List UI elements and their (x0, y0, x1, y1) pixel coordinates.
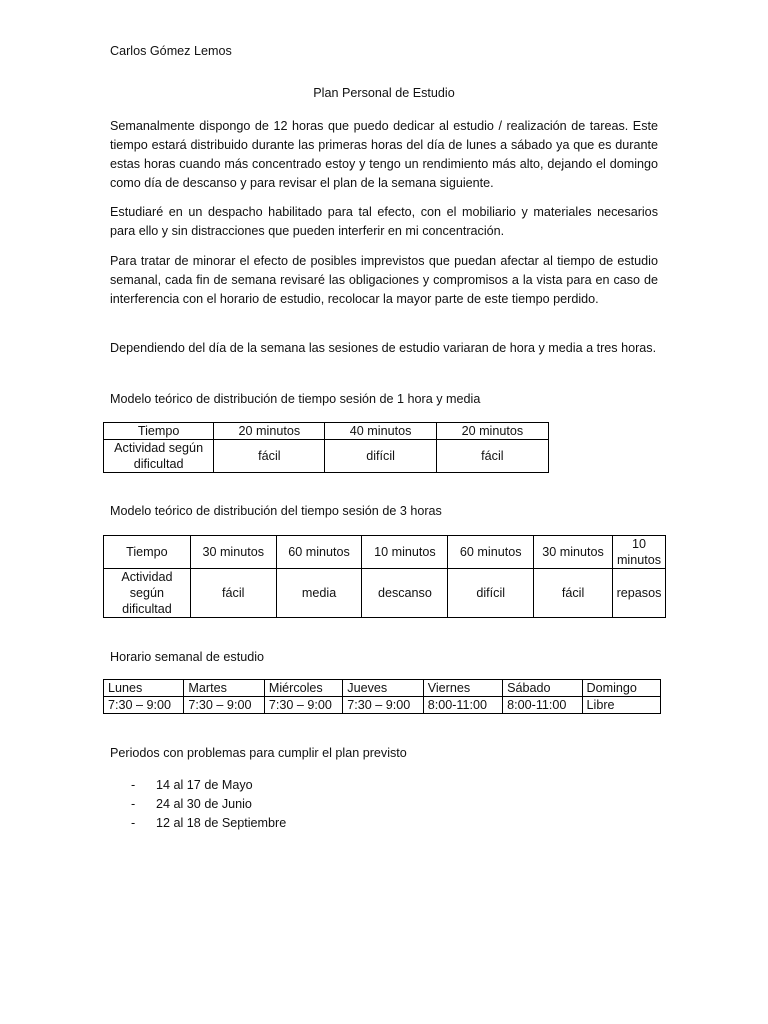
table-cell: 20 minutos (214, 423, 325, 440)
table3-heading: Horario semanal de estudio (110, 650, 265, 664)
table-cell: Domingo (582, 680, 660, 697)
table-cell: repasos (612, 569, 665, 618)
table-cell: 10 minutos (362, 536, 448, 569)
table-row (104, 569, 666, 618)
table-cell: 60 minutos (448, 536, 534, 569)
table-cell: fácil (214, 440, 325, 473)
list-item-text: 14 al 17 de Mayo (156, 778, 253, 792)
table-cell: Actividad según dificultad (104, 440, 214, 473)
table-row (104, 423, 549, 440)
table-cell: fácil (436, 440, 548, 473)
table-cell: difícil (448, 569, 534, 618)
list-item-text: 24 al 30 de Junio (156, 797, 252, 811)
paragraph-session-length: Dependiendo del día de la semana las sesiones de estudio variaran de hora y media a tres horas. (110, 341, 657, 355)
table-cell: Tiempo (104, 536, 191, 569)
author-name: Carlos Gómez Lemos (110, 44, 232, 58)
table-cell: 7:30 – 9:00 (104, 697, 184, 714)
table-cell: descanso (362, 569, 448, 618)
table-cell: 40 minutos (325, 423, 436, 440)
table-row (104, 536, 666, 569)
problems-heading: Periodos con problemas para cumplir el plan previsto (110, 746, 407, 760)
table-cell: media (276, 569, 362, 618)
table-cell: 7:30 – 9:00 (343, 697, 423, 714)
table1-heading: Modelo teórico de distribución de tiempo sesión de 1 hora y media (110, 392, 481, 406)
table2-heading: Modelo teórico de distribución del tiempo sesión de 3 horas (110, 504, 442, 518)
session-3h-table (103, 535, 666, 618)
table-cell: Actividad según dificultad (104, 569, 191, 618)
table-row (104, 680, 661, 697)
table-row (104, 697, 661, 714)
table-cell: 8:00-11:00 (503, 697, 582, 714)
table-cell: Miércoles (264, 680, 342, 697)
table-cell: 30 minutos (190, 536, 276, 569)
table-cell: Martes (184, 680, 264, 697)
bullet-dash: - (131, 797, 136, 811)
table-cell: Tiempo (104, 423, 214, 440)
weekly-schedule-table (103, 679, 661, 714)
bullet-dash: - (131, 778, 136, 792)
table-cell: fácil (534, 569, 613, 618)
document-title: Plan Personal de Estudio (313, 86, 455, 100)
bullet-dash: - (131, 816, 136, 830)
table-cell: Jueves (343, 680, 423, 697)
table-cell: Lunes (104, 680, 184, 697)
table-cell: difícil (325, 440, 436, 473)
table-cell: 10 minutos (612, 536, 665, 569)
table-cell: 30 minutos (534, 536, 613, 569)
table-row (104, 440, 549, 473)
paragraph-study-place: Estudiaré en un despacho habilitado para tal efecto, con el mobiliario y materiales necesarios para ello y sin distracciones que pueden interferir en mi concentración. (110, 205, 658, 238)
table-cell: 8:00-11:00 (423, 697, 502, 714)
table-cell: fácil (190, 569, 276, 618)
table-cell: Viernes (423, 680, 502, 697)
paragraph-contingencies: Para tratar de minorar el efecto de posibles imprevistos que puedan afectar al tiempo de estudio semanal, cada fin de semana revisaré las obligaciones y compromisos a la vista para en caso de interferencia con el horario de estudio, recolocar la mayor parte de este tiempo perdido. (110, 254, 658, 306)
table-cell: 20 minutos (436, 423, 548, 440)
table-cell: Sábado (503, 680, 582, 697)
session-1h30-table (103, 422, 549, 473)
table-cell: 60 minutos (276, 536, 362, 569)
table-cell: 7:30 – 9:00 (184, 697, 264, 714)
table-cell: 7:30 – 9:00 (264, 697, 342, 714)
table-cell: Libre (582, 697, 660, 714)
list-item-text: 12 al 18 de Septiembre (156, 816, 287, 830)
paragraph-weekly-hours: Semanalmente dispongo de 12 horas que puedo dedicar al estudio / realización de tareas. Este tiempo estará distribuido durante las primeras horas del día de lunes a sábado ya que es durante estas horas cuando más concentrado estoy y tengo un rendimiento más alto, dejando el domingo como día de descanso y para revisar el plan de la semana siguiente. (110, 119, 658, 190)
